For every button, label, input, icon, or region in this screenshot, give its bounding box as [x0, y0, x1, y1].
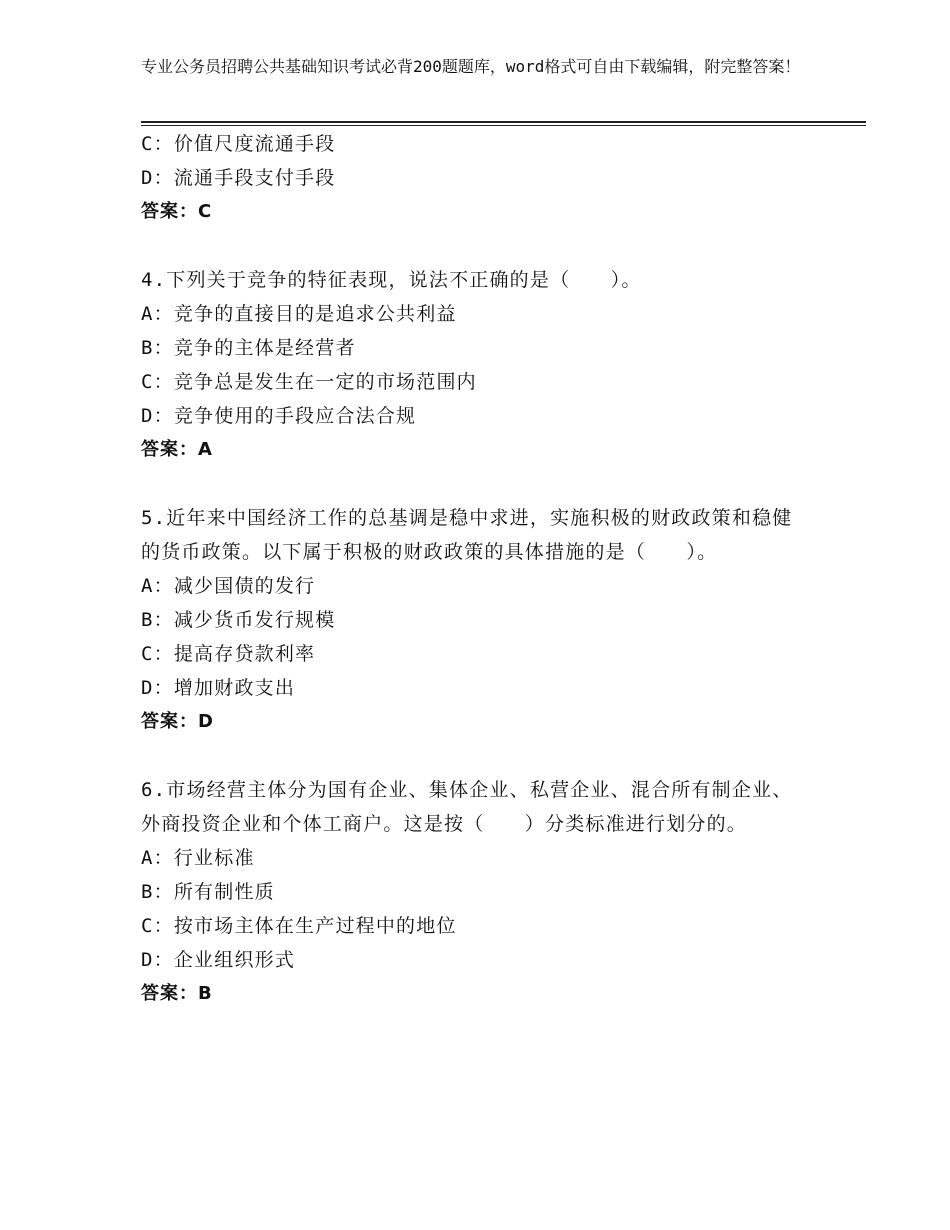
answer-line: 答案：B: [141, 983, 213, 1004]
option-d: D：增加财政支出: [141, 677, 296, 699]
answer-line: 答案：A: [141, 439, 213, 460]
question-stem: 4.下列关于竞争的特征表现，说法不正确的是（ ）。: [141, 269, 642, 291]
option-a: A：减少国债的发行: [141, 575, 316, 597]
option-b: B：减少货币发行规模: [141, 609, 336, 631]
option-a: A：竞争的直接目的是追求公共利益: [141, 303, 457, 325]
header-title: 专业公务员招聘公共基础知识考试必背200题题库，word格式可自由下载编辑，附完整答案！: [141, 57, 801, 76]
option-c: C：按市场主体在生产过程中的地位: [141, 915, 457, 937]
header-rule-thick: [141, 121, 866, 123]
option-c: C：提高存贷款利率: [141, 643, 316, 665]
question-partial: [141, 127, 801, 229]
spacer: [141, 739, 801, 773]
option-d: D：竞争使用的手段应合法合规: [141, 405, 417, 427]
option-b: B：所有制性质: [141, 881, 275, 903]
answer-line: 答案：C: [141, 201, 213, 222]
question-4: [141, 263, 801, 467]
question-stem: 5.近年来中国经济工作的总基调是稳中求进，实施积极的财政政策和稳健的货币政策。以下属于积极的财政政策的具体措施的是（ ）。: [141, 507, 793, 563]
option-c: C：价值尺度流通手段: [141, 133, 336, 155]
question-stem: 6.市场经营主体分为国有企业、集体企业、私营企业、混合所有制企业、外商投资企业和个体工商户。这是按（ ）分类标准进行划分的。: [141, 779, 793, 835]
spacer: [141, 467, 801, 501]
question-5: [141, 501, 801, 739]
page-header: [141, 56, 841, 78]
question-list: [141, 127, 801, 1011]
spacer: [141, 229, 801, 263]
option-d: D：企业组织形式: [141, 949, 296, 971]
option-b: B：竞争的主体是经营者: [141, 337, 356, 359]
answer-line: 答案：D: [141, 711, 214, 732]
question-6: [141, 773, 801, 1011]
option-a: A：行业标准: [141, 847, 255, 869]
header-rule-thin: [141, 125, 866, 126]
option-d: D：流通手段支付手段: [141, 167, 336, 189]
option-c: C：竞争总是发生在一定的市场范围内: [141, 371, 477, 393]
